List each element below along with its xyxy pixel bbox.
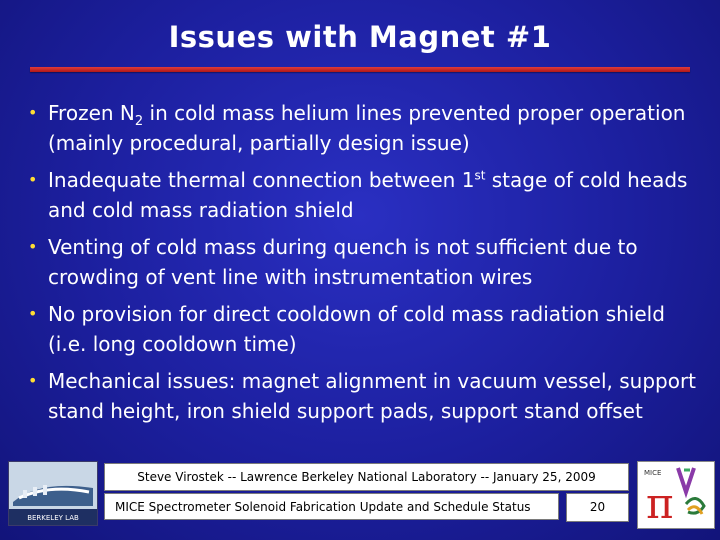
bullet-text-end: in cold mass helium lines prevented proper operation (mainly procedural, partially design issue) (48, 101, 686, 155)
footer-author-line: Steve Virostek -- Lawrence Berkeley National Laboratory -- January 25, 2009 (137, 470, 596, 484)
bullet-text-start: Frozen N (48, 101, 135, 125)
bullet-icon: • (28, 371, 38, 390)
logo-small-text: MICE (644, 469, 662, 477)
page-number-box (566, 493, 629, 522)
footer-author-box (104, 463, 629, 491)
footer-talk-title: MICE Spectrometer Solenoid Fabrication Update and Schedule Status (115, 500, 531, 514)
bullet-text: Mechanical issues: magnet alignment in vacuum vessel, support stand height, iron shield support pads, support stand offset (48, 369, 697, 423)
superscript: st (474, 168, 486, 183)
berkeley-lab-logo (8, 461, 98, 526)
bullet-icon: • (28, 237, 38, 256)
bullet-text: No provision for direct cooldown of cold mass radiation shield (i.e. long cooldown time) (48, 302, 665, 356)
title-underline (30, 67, 690, 72)
bullet-icon: • (28, 304, 38, 323)
berkeley-lab-logo-icon (9, 462, 97, 525)
footer-title-box (104, 493, 559, 520)
bullet-item (28, 299, 698, 359)
logo-text: BERKELEY LAB (27, 514, 79, 522)
page-number: 20 (589, 500, 606, 514)
bullet-text-start: Inadequate thermal connection between 1 (48, 168, 475, 192)
bullet-icon: • (28, 170, 38, 189)
bullet-icon: • (28, 103, 38, 122)
bullet-item (28, 366, 698, 426)
bullet-text: Venting of cold mass during quench is not sufficient due to crowding of vent line with instrumentation wires (48, 235, 638, 289)
bullet-item (28, 98, 698, 158)
slide-title: Issues with Magnet #1 (168, 20, 552, 54)
subscript: 2 (134, 114, 144, 129)
pi-symbol: π (646, 479, 674, 528)
bullet-item (28, 165, 698, 225)
bullet-text-end: stage of cold heads and cold mass radiation shield (48, 168, 688, 222)
mice-logo (637, 461, 715, 529)
mice-pi-logo-icon (638, 462, 714, 528)
bullet-item (28, 232, 698, 292)
bullet-list (28, 98, 698, 433)
